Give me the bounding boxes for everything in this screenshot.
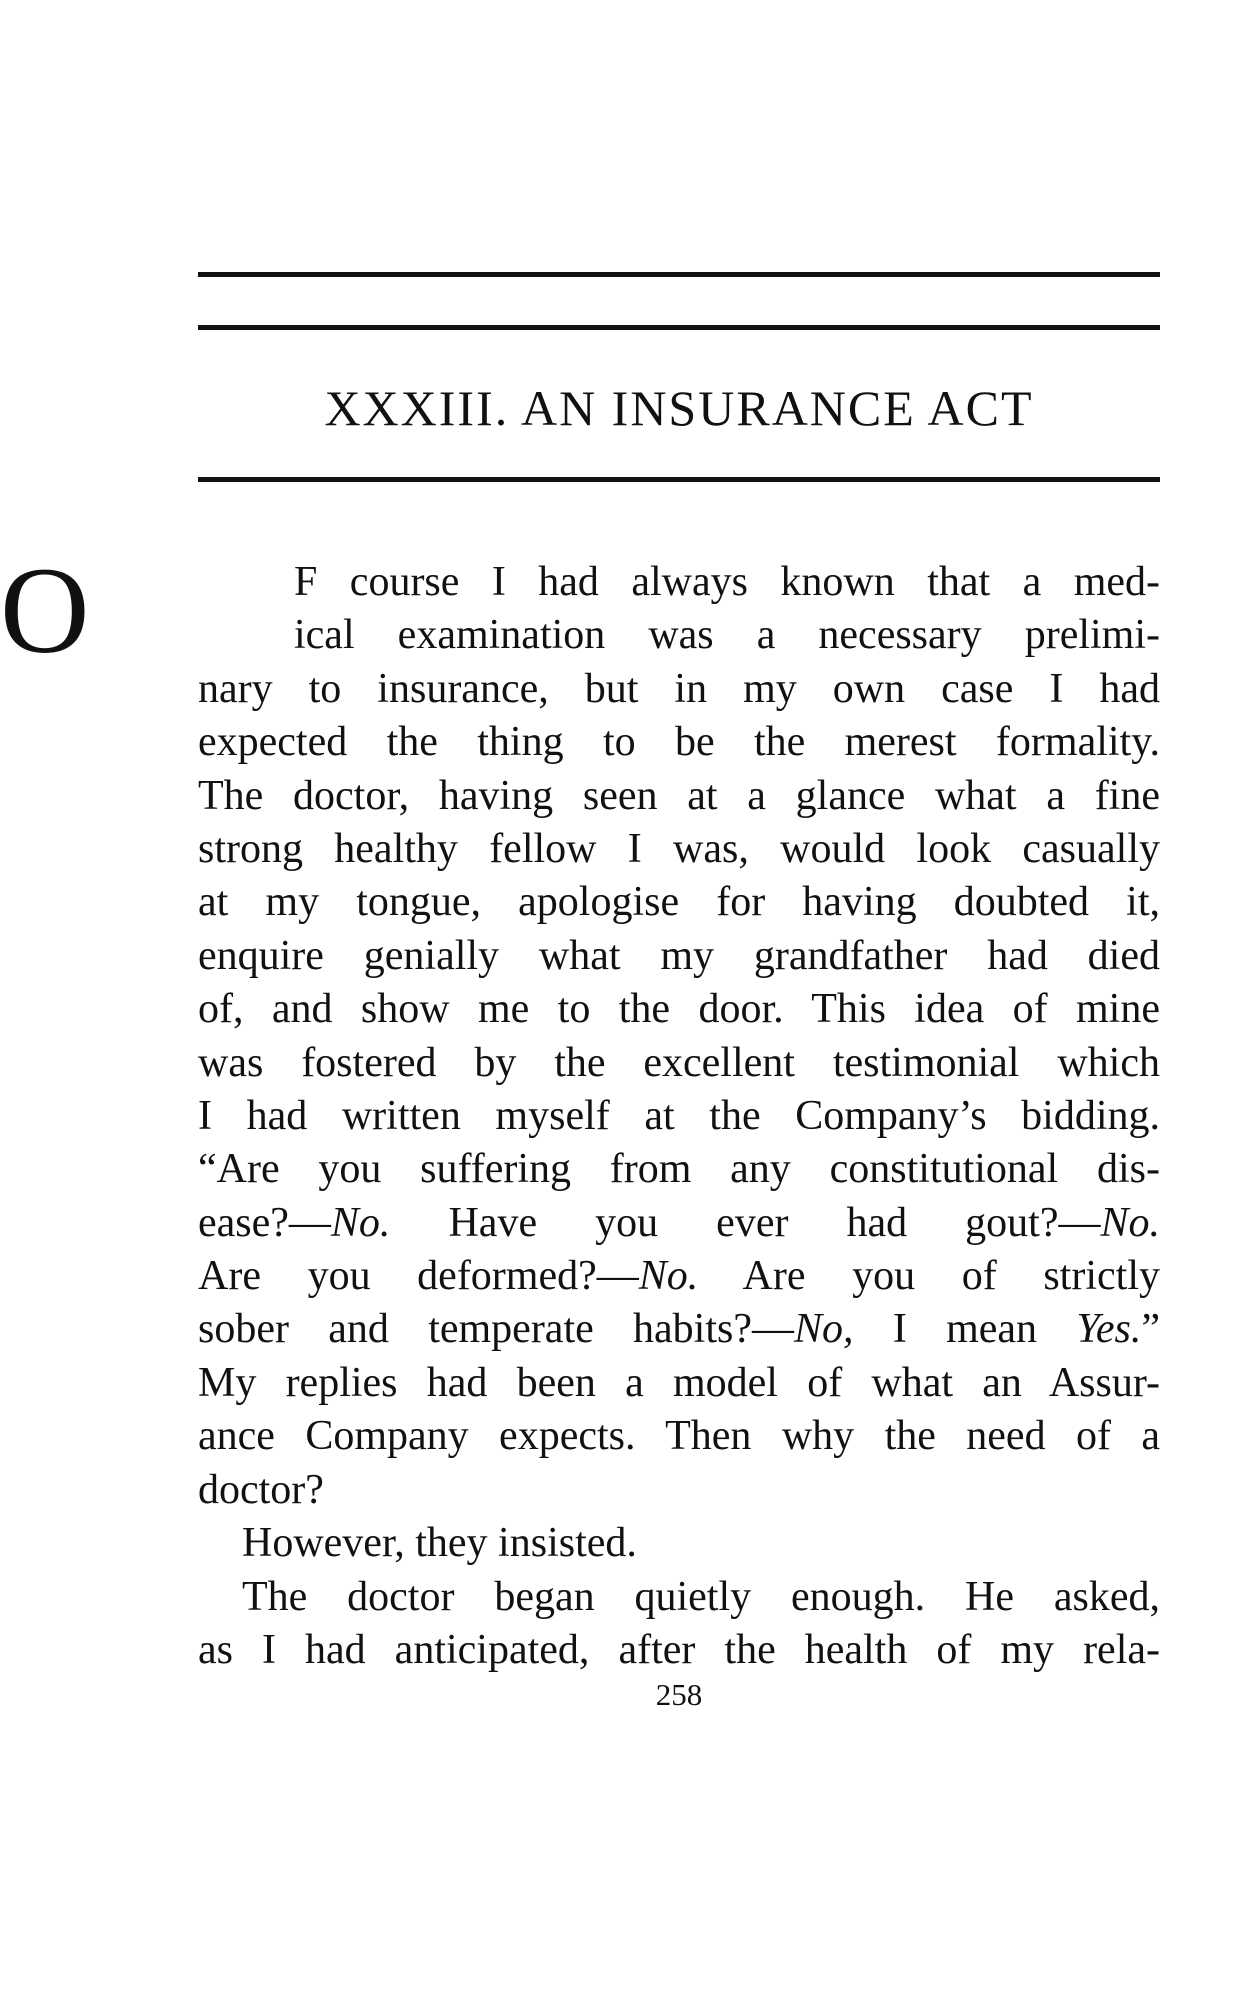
text-line: [198, 1197, 1160, 1250]
text-line: of, and show me to the door. This idea of mine: [198, 986, 1160, 1033]
text-line: [198, 1303, 1160, 1356]
italic-answer: Yes.: [1076, 1306, 1142, 1353]
paragraph-3: [198, 1571, 1160, 1678]
text-line: “Are you suffering from any constitutional dis-: [198, 1146, 1160, 1193]
text-line: The doctor began quietly enough. He asked,: [242, 1574, 1160, 1620]
top-rule-2: [198, 325, 1160, 330]
text-line: was fostered by the excellent testimonial which: [198, 1039, 1160, 1086]
text-segment: ease?—: [198, 1199, 331, 1246]
text-line: strong healthy fellow I was, would look casually: [198, 825, 1160, 872]
text-line: The doctor, having seen at a glance what a fine: [198, 772, 1160, 819]
top-rule-1: [198, 272, 1160, 277]
italic-answer: No.: [1100, 1199, 1160, 1246]
paragraph-1: [198, 556, 1160, 1517]
paragraph-2: [198, 1517, 1160, 1570]
text-line: doctor?: [198, 1466, 324, 1513]
italic-answer: No.: [638, 1253, 699, 1300]
text-line: as I had anticipated, after the health of my rela-: [198, 1627, 1160, 1674]
text-line: enquire genially what my grandfather had died: [198, 932, 1160, 979]
italic-answer: No.: [330, 1199, 391, 1246]
text-line: My replies had been a model of what an Assur-: [198, 1359, 1160, 1406]
text-line: [198, 1250, 1160, 1303]
text-segment: ”: [1141, 1306, 1160, 1353]
italic-answer: No,: [794, 1306, 854, 1353]
page-number: 258: [655, 1677, 703, 1712]
text-line: I had written myself at the Company’s bidding.: [198, 1092, 1160, 1139]
title-rule: [198, 477, 1160, 482]
text-segment: sober and temperate habits?—: [198, 1306, 795, 1353]
text-line: nary to insurance, but in my own case I had: [198, 665, 1160, 712]
text-line: expected the thing to be the merest formality.: [198, 719, 1160, 766]
text-segment: Are you deformed?—: [198, 1253, 639, 1300]
text-line: However, they insisted.: [242, 1520, 637, 1566]
text-segment: Are you of strictly: [698, 1253, 1160, 1300]
text-line: at my tongue, apologise for having doubted it,: [198, 879, 1160, 926]
chapter-title: XXXIII. AN INSURANCE ACT: [324, 380, 1034, 436]
text-line: F course I had always known that a med-: [294, 559, 1160, 605]
drop-cap: O: [0, 542, 90, 679]
text-segment: I mean: [853, 1306, 1077, 1353]
text-segment: Have you ever had gout?—: [390, 1199, 1101, 1246]
text-line: ance Company expects. Then why the need of a: [198, 1413, 1160, 1460]
text-line: ical examination was a necessary prelimi-: [294, 612, 1160, 659]
